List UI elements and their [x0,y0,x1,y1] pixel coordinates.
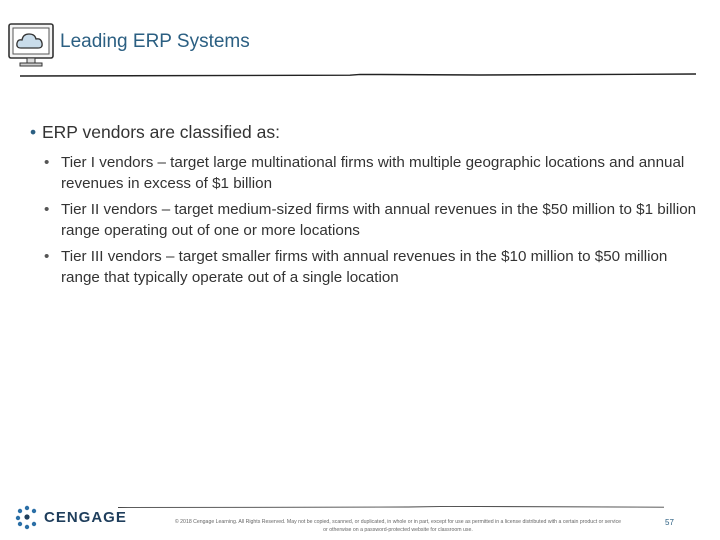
main-bullet [30,122,700,143]
cengage-logo [14,504,127,530]
sub-bullet-text: Tier I vendors – target large multinational firms with multiple geographic locations and annual revenues in excess of $1 billion [61,154,685,192]
cloud-monitor-icon [6,20,56,70]
logo-text: CENGAGE [44,508,127,526]
sub-bullet-text: Tier III vendors – target smaller firms with annual revenues in the $10 million to $50 million range that typically operate out of a single location [61,248,668,286]
cengage-logo-icon [14,504,40,530]
title-underline [20,72,696,78]
bullet-marker: • [44,201,50,218]
sub-bullet-tier1 [44,152,700,194]
copyright-line-1: © 2018 Cengage Learning. All Rights Reserved. May not be copied, scanned, or duplicated, in whole or in part, except for use as permitted in a license distributed with a certain product or service [174,519,622,525]
sub-bullet-tier2 [44,199,700,241]
bullet-marker: • [44,154,50,171]
bullet-marker: • [30,122,37,142]
bullet-marker: • [44,248,50,265]
copyright-line-2: or otherwise on a password-protected website for classroom use. [323,527,473,533]
slide-content [30,122,700,293]
footer-divider [118,505,664,509]
main-bullet-text: ERP vendors are classified as: [42,122,280,142]
sub-bullet-tier3 [44,246,700,288]
copyright-notice [128,518,668,534]
page-number: 57 [665,518,674,527]
sub-bullet-text: Tier II vendors – target medium-sized firms with annual revenues in the $50 million to $1 billion range operating out of one or more locations [61,201,697,239]
slide-title: Leading ERP Systems [60,31,250,52]
